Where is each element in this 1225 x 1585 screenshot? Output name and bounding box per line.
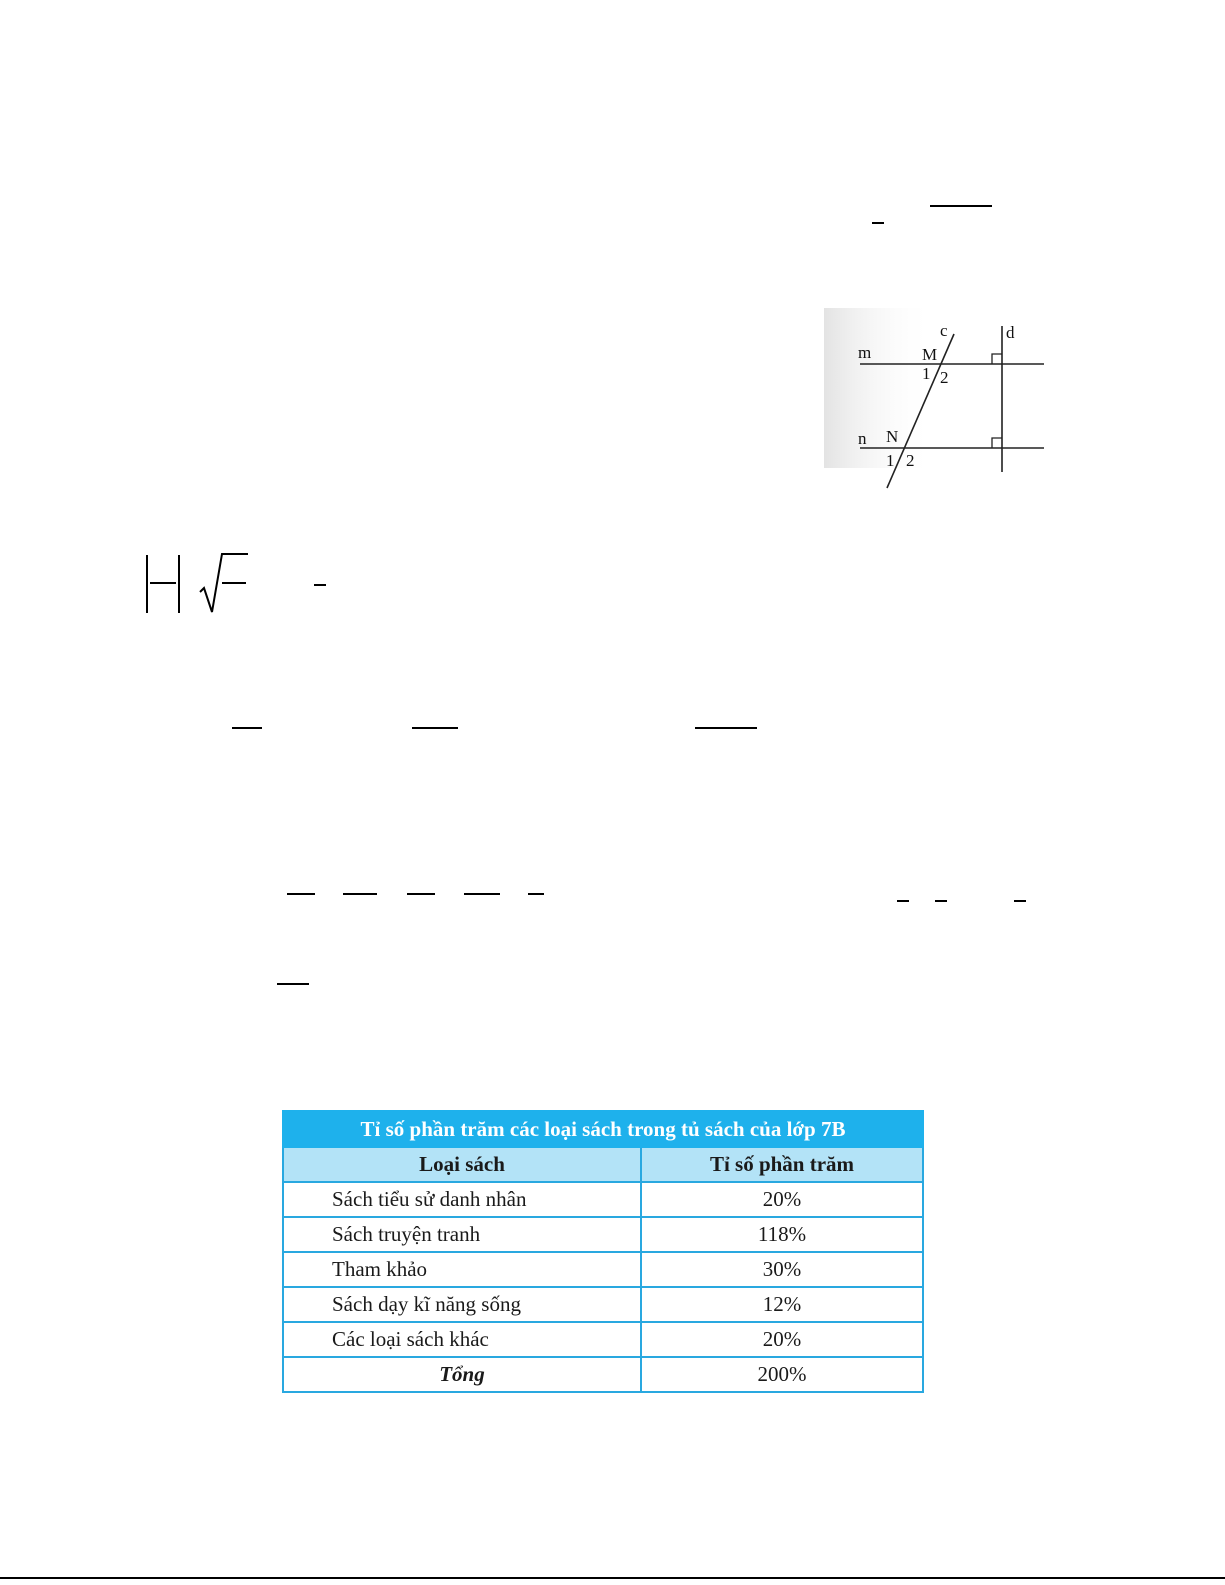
label-m: m: [858, 343, 872, 362]
math-fraction-bar: [1014, 900, 1026, 902]
header-percentage: Tỉ số phần trăm: [641, 1147, 923, 1182]
table-row: [283, 1182, 923, 1217]
label-d: d: [1006, 323, 1015, 342]
book-percentage-table: [282, 1110, 924, 1393]
row-book-type: Các loại sách khác: [283, 1322, 641, 1357]
row-book-type: Sách truyện tranh: [283, 1217, 641, 1252]
row-percentage: 20%: [641, 1322, 923, 1357]
label-n: n: [858, 429, 867, 448]
math-fraction-bar: [930, 205, 992, 207]
label-c: c: [940, 321, 948, 340]
math-abs-fraction-bar: [150, 582, 176, 584]
math-fraction-bar: [695, 727, 757, 729]
row-percentage: 12%: [641, 1287, 923, 1322]
page-bottom-border: [0, 1577, 1225, 1579]
label-m-angle1: 1: [922, 364, 931, 383]
math-abs-bar-left: [146, 555, 148, 613]
math-abs-bar-right: [178, 555, 180, 613]
table-row: [283, 1287, 923, 1322]
math-fraction-bar: [464, 893, 500, 895]
math-fraction-bar: [314, 584, 326, 586]
label-M: M: [922, 345, 938, 364]
label-m-angle2: 2: [940, 368, 949, 387]
table-row: [283, 1217, 923, 1252]
math-fraction-bar: [407, 893, 435, 895]
math-fraction-bar: [277, 983, 309, 985]
right-angle-mark-n: [992, 438, 1002, 448]
math-fraction-bar: [232, 727, 262, 729]
label-N: N: [886, 427, 899, 446]
math-radical-fraction-bar: [222, 582, 246, 584]
math-fraction-bar: [872, 222, 884, 224]
parallel-lines-figure: [824, 308, 1046, 492]
header-book-type: Loại sách: [283, 1147, 641, 1182]
total-label: Tổng: [283, 1357, 641, 1392]
math-fraction-bar: [528, 893, 544, 895]
table-title: Tỉ số phần trăm các loại sách trong tủ sách của lớp 7B: [283, 1111, 923, 1147]
math-fraction-bar: [287, 893, 315, 895]
table-row: [283, 1322, 923, 1357]
row-book-type: Tham khảo: [283, 1252, 641, 1287]
total-percentage: 200%: [641, 1357, 923, 1392]
right-angle-mark-m: [992, 354, 1002, 364]
label-n-angle1: 1: [886, 451, 895, 470]
table-row: [283, 1252, 923, 1287]
row-percentage: 20%: [641, 1182, 923, 1217]
table-total-row: [283, 1357, 923, 1392]
math-fraction-bar: [897, 900, 909, 902]
watermark-shade: [824, 308, 934, 468]
row-book-type: Sách dạy kĩ năng sống: [283, 1287, 641, 1322]
label-n-angle2: 2: [906, 451, 915, 470]
row-book-type: Sách tiểu sử danh nhân: [283, 1182, 641, 1217]
math-fraction-bar: [935, 900, 947, 902]
row-percentage: 118%: [641, 1217, 923, 1252]
row-percentage: 30%: [641, 1252, 923, 1287]
table-title-row: [283, 1111, 923, 1147]
table-header-row: [283, 1147, 923, 1182]
math-fraction-bar: [343, 893, 377, 895]
math-fraction-bar: [412, 727, 458, 729]
